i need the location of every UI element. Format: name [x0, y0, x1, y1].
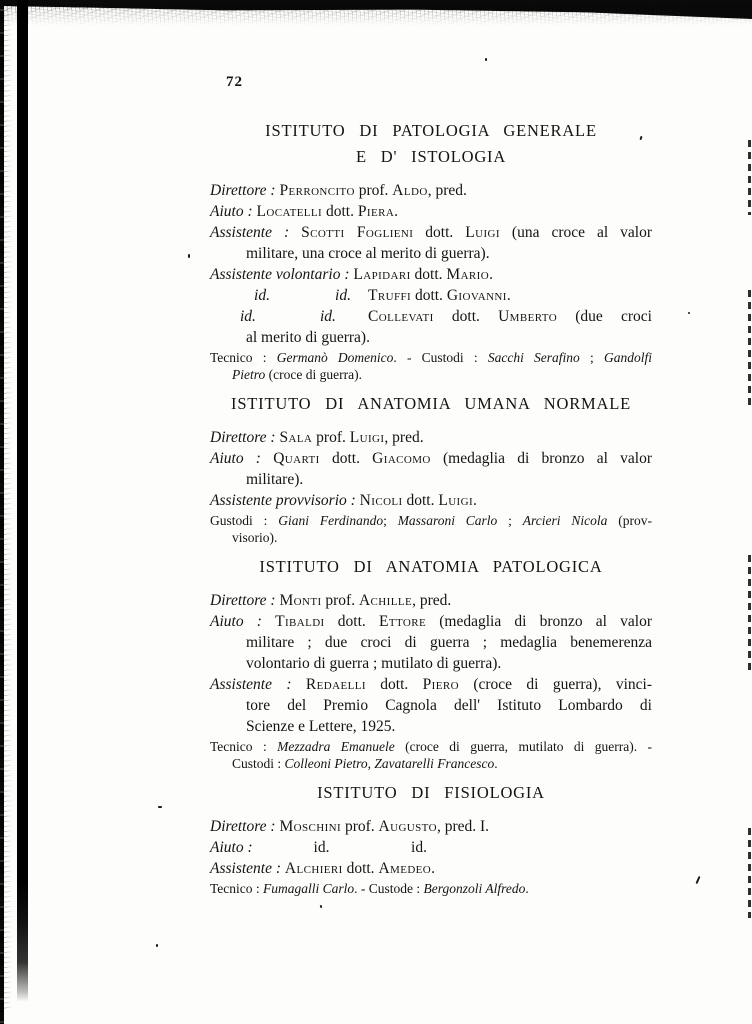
text-segment: , pred. I. — [436, 818, 490, 835]
text-segment: id. — [254, 287, 270, 304]
text-line — [210, 180, 652, 201]
text-segment: Aiuto : — [210, 450, 274, 467]
text-segment: Direttore : — [210, 182, 280, 199]
section-heading: ISTITUTO DI FISIOLOGIA — [317, 783, 545, 802]
text-segment: (una croce al valor — [499, 224, 652, 241]
text-segment: . — [506, 287, 511, 304]
text-segment: Scienze e Lettere, 1925. — [246, 718, 396, 735]
text-segment: Aiuto : — [210, 203, 257, 220]
text-segment: (croce di guerra), vinci- — [458, 676, 652, 693]
section-heading-group — [210, 554, 652, 580]
text-segment: Assistente : — [210, 676, 306, 693]
text-segment: Scotti Foglieni — [301, 224, 414, 241]
ink-speck — [158, 806, 162, 808]
text-segment: . — [394, 203, 399, 220]
text-segment: . - Custode : — [354, 881, 424, 896]
text-segment: (medaglia di bronzo al valor — [430, 450, 652, 467]
text-segment: Aldo — [392, 182, 428, 199]
text-line — [210, 222, 652, 243]
text-line — [210, 448, 652, 469]
scan-edge-right-segment — [748, 290, 751, 405]
text-segment: Aiuto : — [210, 613, 276, 630]
text-line — [210, 469, 652, 490]
text-segment: prof. — [321, 592, 359, 609]
text-segment: dott. — [342, 860, 379, 877]
text-segment: Assistente provvisorio : — [210, 492, 360, 509]
text-segment: prof. — [312, 429, 350, 446]
text-line — [210, 837, 652, 858]
scan-edge-right-segment — [748, 555, 751, 675]
scan-noise-left — [4, 0, 16, 1010]
page-number: 72 — [226, 74, 243, 90]
section-heading: ISTITUTO DI PATOLOGIA GENERALE — [265, 121, 597, 140]
text-segment: Tecnico : — [210, 350, 277, 365]
staff-entry — [210, 858, 652, 879]
scan-edge-right-segment — [748, 140, 751, 215]
text-segment: . — [473, 492, 477, 509]
sections — [210, 118, 652, 898]
staff-entry — [210, 264, 652, 285]
text-segment: Alchieri — [284, 860, 343, 877]
institute-section — [210, 118, 652, 383]
text-line — [210, 590, 652, 611]
text-segment: Giacomo — [372, 450, 431, 467]
staff-entry — [210, 881, 652, 898]
text-segment: , pred. — [427, 182, 467, 199]
text-segment: Sala — [279, 429, 313, 446]
text-line — [210, 201, 652, 222]
text-segment: Zavatarelli Francesco — [374, 755, 495, 771]
text-segment: Quarti — [273, 450, 320, 467]
text-segment: Custodi : — [232, 755, 285, 771]
text-segment: Mezzadra Emanuele — [277, 739, 395, 754]
text-segment: Direttore : — [210, 429, 280, 446]
text-line — [210, 756, 652, 773]
text-segment: Gandolfi — [603, 350, 652, 365]
text-segment: Colleoni Pietro — [284, 755, 368, 771]
text-segment: dott. — [365, 676, 423, 693]
text-segment: al merito di guerra). — [246, 329, 370, 346]
text-segment: Monti — [279, 592, 322, 609]
text-segment: Luigi — [349, 429, 385, 446]
staff-entry — [210, 816, 652, 837]
staff-entry — [210, 590, 652, 611]
text-segment: dott. — [402, 492, 439, 509]
text-segment: . — [494, 755, 498, 771]
text-segment: Assistente : — [210, 860, 285, 877]
section-heading: ISTITUTO DI ANATOMIA PATOLOGICA — [259, 557, 603, 576]
staff-entry — [210, 306, 652, 348]
text-segment: Mario — [446, 266, 490, 283]
text-segment: Assistente volontario : — [210, 266, 354, 283]
text-segment: dott. — [319, 450, 373, 467]
staff-entry — [210, 739, 652, 772]
text-line — [210, 264, 652, 285]
text-line — [210, 243, 652, 264]
text-line — [210, 816, 652, 837]
section-heading: ISTITUTO DI ANATOMIA UMANA NORMALE — [231, 394, 631, 413]
text-segment: Sacchi Serafino — [487, 350, 580, 365]
staff-entry — [210, 674, 652, 737]
text-segment: . - Custodi : — [393, 350, 488, 365]
text-segment: (croce di guerra). — [265, 366, 362, 382]
ink-speck — [156, 944, 158, 947]
text-segment: Direttore : — [210, 818, 280, 835]
text-segment: tore del Premio Cagnola dell' Istituto Lombardo di — [246, 697, 652, 714]
text-segment: dott. — [413, 224, 466, 241]
text-segment: Achille — [358, 592, 413, 609]
page-body — [210, 0, 652, 898]
ink-speck — [695, 876, 700, 884]
text-segment: Ettore — [378, 613, 427, 630]
text-line — [210, 881, 652, 898]
text-segment: Aiuto : — [210, 839, 257, 856]
text-line — [210, 350, 652, 367]
text-line — [210, 632, 652, 653]
text-segment: . — [489, 266, 493, 283]
staff-entry — [210, 513, 652, 546]
text-line — [210, 716, 652, 737]
text-segment: militare, una croce al merito di guerra). — [246, 245, 490, 262]
text-segment: Moschini — [279, 818, 342, 835]
text-segment: Massaroni Carlo — [397, 513, 498, 528]
text-segment: dott. — [324, 613, 379, 630]
text-segment: Bergonzoli Alfredo — [423, 881, 526, 896]
text-line — [210, 611, 652, 632]
section-heading: E D' ISTOLOGIA — [355, 147, 507, 166]
text-segment: Piera — [357, 203, 395, 220]
staff-entry — [210, 285, 652, 306]
scan-edge-left — [17, 0, 28, 1002]
text-line — [210, 858, 652, 879]
section-heading-group — [210, 118, 652, 170]
text-segment: Collevati — [368, 308, 434, 325]
text-segment: Perroncito — [279, 182, 355, 199]
staff-entry — [210, 222, 652, 264]
text-segment: visorio). — [232, 529, 278, 545]
text-line — [210, 653, 652, 674]
text-segment: ; — [383, 513, 398, 528]
text-line — [210, 427, 652, 448]
text-segment: Giovanni — [446, 287, 507, 304]
institute-section — [210, 554, 652, 772]
text-segment: Locatelli — [256, 203, 323, 220]
text-segment: Nicoli — [359, 492, 403, 509]
section-heading-group — [210, 391, 652, 417]
staff-entry — [210, 611, 652, 674]
text-segment: dott. — [411, 287, 447, 304]
text-segment: Piero — [422, 676, 459, 693]
staff-entry — [210, 837, 652, 858]
text-line — [210, 285, 652, 306]
text-segment: Pietro — [232, 366, 266, 382]
text-segment: militare ; due croci di guerra ; medaglia benemerenza — [246, 634, 652, 651]
text-segment: ; — [497, 513, 523, 528]
text-segment: (due croci — [557, 308, 652, 325]
text-line — [210, 674, 652, 695]
section-heading-group — [210, 780, 652, 806]
ink-speck — [688, 312, 690, 314]
text-segment: id. — [313, 839, 330, 856]
text-segment: prof. — [354, 182, 393, 199]
text-segment: (prov- — [607, 513, 652, 528]
text-segment: Fumagalli Carlo — [263, 881, 355, 896]
text-line — [210, 306, 652, 327]
text-segment: militare). — [246, 471, 304, 488]
text-segment: Direttore : — [210, 592, 280, 609]
text-segment: Umberto — [498, 308, 558, 325]
text-segment: Gustodi : — [210, 513, 279, 528]
text-segment: (croce di guerra, mutilato di guerra). - — [394, 739, 653, 754]
text-segment: (medaglia di bronzo al valor — [426, 613, 652, 630]
text-segment: prof. — [341, 818, 379, 835]
text-segment: id. — [240, 308, 256, 325]
text-segment: Tecnico : — [210, 739, 278, 754]
text-segment: Augusto — [378, 818, 437, 835]
text-segment: Luigi — [465, 224, 500, 241]
text-segment: id. — [335, 287, 351, 304]
text-segment: Luigi — [438, 492, 474, 509]
text-segment: Giani Ferdinando — [278, 513, 384, 528]
staff-entry — [210, 427, 652, 448]
text-segment: dott. — [410, 266, 447, 283]
text-segment: Amedeo — [378, 860, 432, 877]
institute-section — [210, 391, 652, 546]
staff-entry — [210, 448, 652, 490]
scan-edge-right-segment — [748, 828, 751, 918]
text-segment: Redaelli — [305, 676, 366, 693]
text-segment: Arcieri Nicola — [522, 513, 608, 528]
text-line — [210, 327, 652, 348]
text-segment: Truffi — [368, 287, 412, 304]
text-line — [210, 739, 652, 756]
staff-entry — [210, 490, 652, 511]
text-segment: , pred. — [412, 592, 452, 609]
text-line — [210, 490, 652, 511]
text-line — [210, 367, 652, 384]
text-line — [210, 513, 652, 530]
ink-speck — [188, 254, 190, 258]
staff-entry — [210, 201, 652, 222]
text-line — [210, 695, 652, 716]
text-line — [210, 530, 652, 547]
text-segment: id. — [411, 839, 427, 856]
text-segment: . — [525, 881, 529, 896]
text-segment: Lapidari — [353, 266, 411, 283]
text-segment: dott. — [322, 203, 358, 220]
text-segment: Tecnico : — [210, 881, 264, 896]
ink-speck — [320, 905, 323, 909]
text-segment: dott. — [433, 308, 499, 325]
institute-section — [210, 780, 652, 898]
text-segment: . — [431, 860, 436, 877]
text-segment: , pred. — [384, 429, 424, 446]
staff-entry — [210, 180, 652, 201]
text-segment: , — [367, 755, 375, 771]
text-segment: ; — [579, 350, 604, 365]
text-segment: Assistente : — [210, 224, 302, 241]
text-segment: Tibaldi — [275, 613, 325, 630]
text-segment: Germanò Domenico — [276, 350, 394, 365]
text-segment: id. — [320, 308, 336, 325]
staff-entry — [210, 350, 652, 383]
text-segment: volontario di guerra ; mutilato di guerra). — [246, 655, 502, 672]
